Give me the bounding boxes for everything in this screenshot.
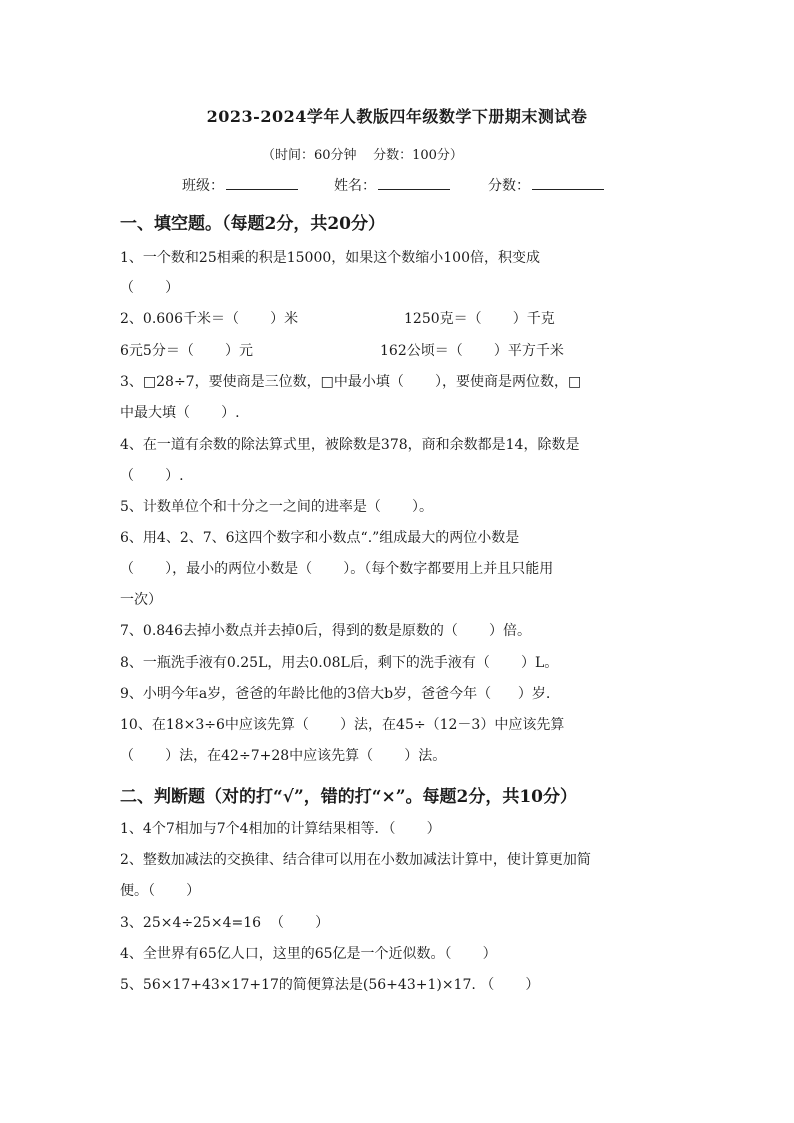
s1-q3-line2: 中最大填（ ）. [120, 405, 240, 421]
section2-title: 二、判断题（对的打“√”，错的打“×”。每题2分，共10分） [120, 787, 578, 807]
name-field [334, 175, 450, 195]
s1-q6-line1: 6、用4、2、7、6这四个数字和小数点“.”组成最大的两位小数是 [120, 530, 520, 546]
exam-subtitle: （时间：60分钟 分数：100分） [262, 148, 463, 163]
s2-q2-line1: 2、整数加减法的交换律、结合律可以用在小数加减法计算中，使计算更加简 [120, 852, 591, 868]
s1-q3-line1: 3、□28÷7，要使商是三位数，□中最小填（ ），要使商是两位数，□ [120, 374, 582, 390]
name-blank[interactable] [378, 175, 450, 190]
s1-q4-line1: 4、在一道有余数的除法算式里，被除数是378，商和余数都是14，除数是 [120, 437, 580, 453]
s1-q4-line2: （ ）. [120, 468, 184, 484]
s1-q5: 5、计数单位个和十分之一之间的进率是（ ）。 [120, 499, 434, 515]
section1-title: 一、填空题。（每题2分，共20分） [120, 214, 385, 234]
s2-q5: 5、56×17+43×17+17的简便算法是(56+43+1)×17. （ ） [120, 977, 540, 993]
s1-q2-b: 1250克＝（ ）千克 [404, 311, 555, 327]
class-blank[interactable] [226, 175, 298, 190]
s1-q1-line1: 1、一个数和25相乘的积是15000，如果这个数缩小100倍，积变成 [120, 250, 540, 266]
s1-q7: 7、0.846去掉小数点并去掉0后，得到的数是原数的（ ）倍。 [120, 623, 532, 639]
s2-q2-line2: 便。（ ） [120, 883, 201, 899]
s2-q1: 1、4个7相加与7个4相加的计算结果相等．（ ） [120, 821, 441, 837]
s1-q1-line2: （ ） [120, 280, 180, 296]
s2-q4: 4、全世界有65亿人口，这里的65亿是一个近似数。（ ） [120, 946, 497, 962]
class-label: 班级： [182, 178, 224, 194]
s1-q9: 9、小明今年a岁，爸爸的年龄比他的3倍大b岁，爸爸今年（ ）岁. [120, 686, 551, 702]
s1-q8: 8、一瓶洗手液有0.25L，用去0.08L后，剩下的洗手液有（ ）L。 [120, 655, 559, 671]
class-field [182, 175, 298, 195]
score-blank[interactable] [532, 175, 604, 190]
score-label: 分数： [488, 178, 530, 194]
s1-q6-line3: 一次） [120, 592, 162, 608]
s1-q10-line2: （ ）法，在42÷7+28中应该先算（ ）法。 [120, 748, 447, 764]
s2-q3: 3、25×4÷25×4=16 （ ） [120, 915, 330, 931]
student-info-row [0, 175, 794, 197]
s1-q2-d: 162公顷＝（ ）平方千米 [380, 343, 564, 359]
s1-q10-line1: 10、在18×3÷6中应该先算（ ）法，在45÷（12－3）中应该先算 [120, 717, 565, 733]
s1-q2-a: 2、0.606千米＝（ ）米 [120, 311, 299, 327]
s1-q6-line2: （ ），最小的两位小数是（ ）。（每个数字都要用上并且只能用 [120, 561, 554, 577]
s1-q2-c: 6元5分＝（ ）元 [120, 343, 253, 359]
name-label: 姓名： [334, 178, 376, 194]
exam-title: 2023-2024学年人教版四年级数学下册期末测试卷 [206, 107, 588, 126]
score-field [488, 175, 604, 195]
